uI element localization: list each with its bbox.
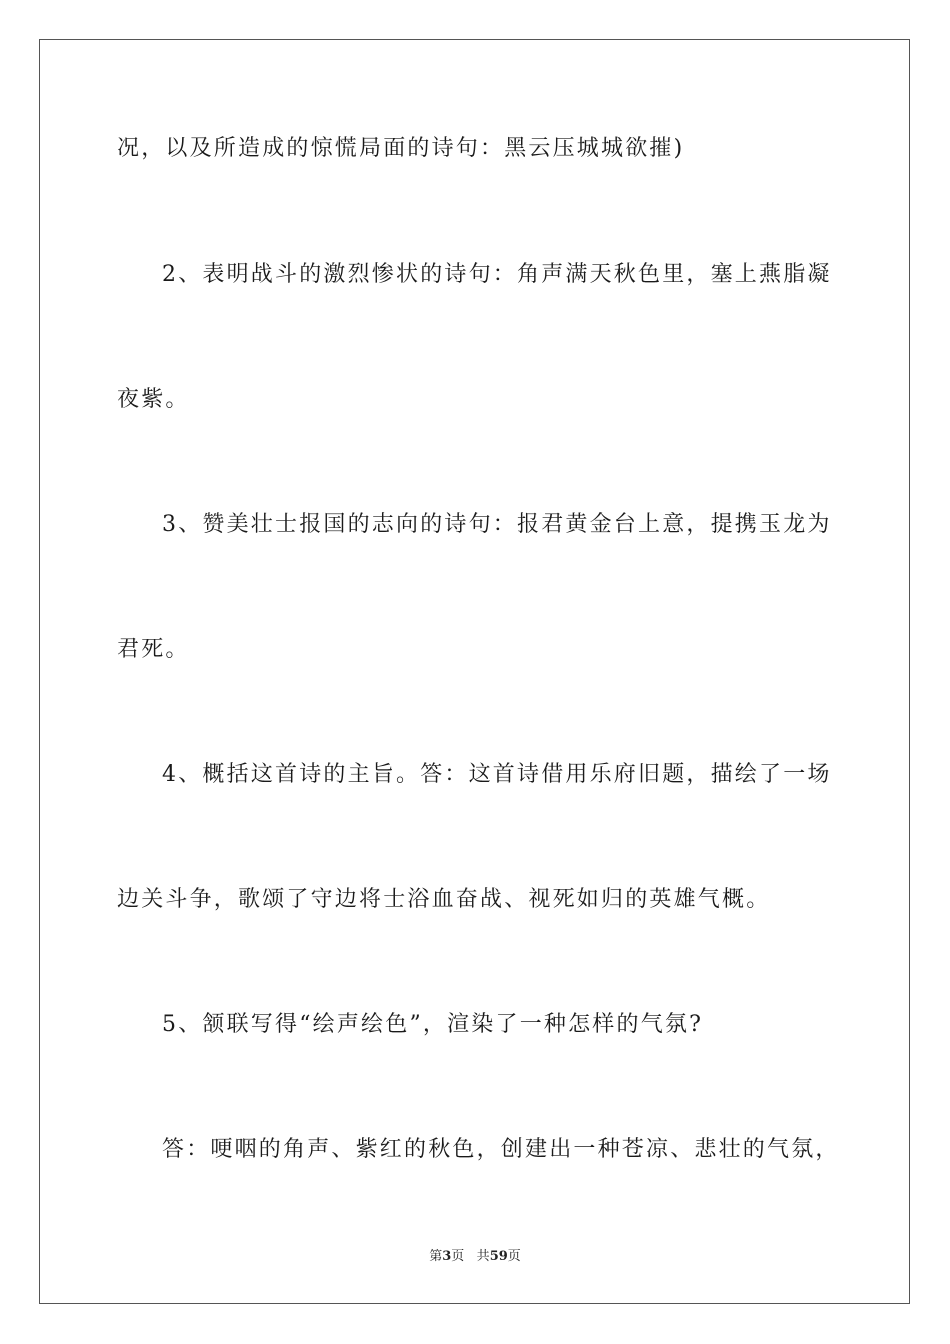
footer-page-number: 3 — [442, 1249, 452, 1264]
page-border — [39, 39, 910, 1304]
footer-page-suffix: 页 — [451, 1249, 465, 1264]
footer-total-pages: 59 — [489, 1249, 508, 1264]
footer-total-suffix: 页 — [507, 1249, 521, 1264]
text-line-5: 君死。 — [117, 637, 190, 662]
footer-prefix: 第 — [429, 1249, 443, 1264]
footer-total-prefix: 共 — [476, 1249, 490, 1264]
text-line-6: 4、概括这首诗的主旨。答：这首诗借用乐府旧题，描绘了一场 — [162, 762, 832, 787]
text-line-4: 3、赞美壮士报国的志向的诗句：报君黄金台上意，提携玉龙为 — [162, 512, 832, 537]
text-line-7: 边关斗争，歌颂了守边将士浴血奋战、视死如归的英雄气概。 — [117, 887, 771, 912]
text-line-1: 况，以及所造成的惊慌局面的诗句：黑云压城城欲摧) — [117, 136, 685, 161]
page-footer — [0, 1245, 950, 1264]
text-line-2: 2、表明战斗的激烈惨状的诗句：角声满天秋色里，塞上燕脂凝 — [162, 262, 832, 287]
text-line-9: 答：哽咽的角声、紫红的秋色，创建出一种苍凉、悲壮的气氛， — [162, 1137, 840, 1162]
text-line-8: 5、颔联写得“绘声绘色”，渲染了一种怎样的气氛? — [162, 1012, 704, 1037]
text-line-3: 夜紫。 — [117, 387, 190, 412]
